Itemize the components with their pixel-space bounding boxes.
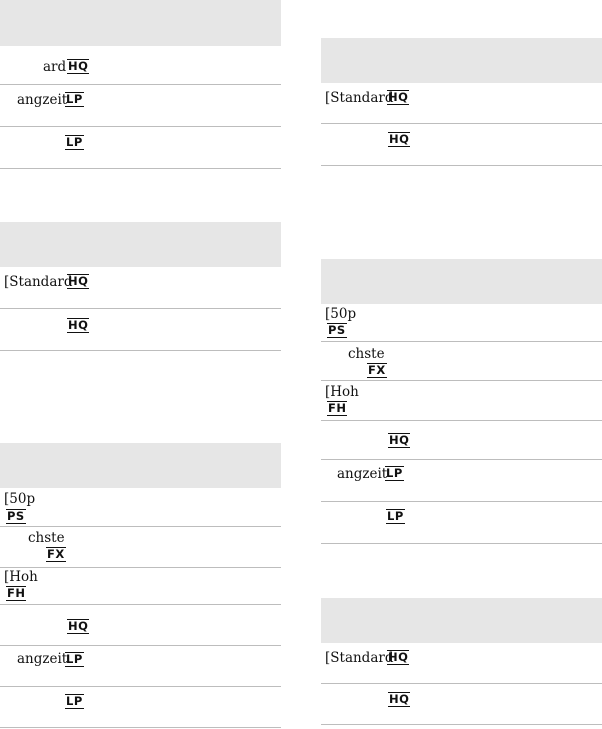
right-table-2 [321,259,602,545]
row-text: [Standard [325,90,394,106]
table-header [321,38,602,83]
left-table-2 [0,222,281,352]
table-row [321,342,602,381]
table-row [0,85,281,127]
quality-badge: FH [328,401,347,415]
quality-badge: FX [368,363,386,377]
table-row [321,421,602,460]
quality-badge: LP [66,135,83,149]
quality-badge: PS [7,509,25,523]
table-row [321,304,602,342]
table-header [321,259,602,304]
table-row [0,646,281,687]
quality-badge: HQ [389,433,410,447]
quality-badge: HQ [68,619,89,633]
quality-badge: LP [66,694,83,708]
table-header [0,443,281,488]
table-row [0,687,281,728]
row-text: [50p [325,306,357,322]
row-text: angzeit [17,92,68,108]
table-row [321,502,602,544]
table-row [0,605,281,646]
row-text: [50p [4,491,36,507]
quality-badge: HQ [68,318,89,332]
table-row [0,568,281,605]
row-text: ard [43,59,67,75]
quality-badge: HQ [68,59,89,73]
table-header [0,0,281,46]
table-row [321,381,602,421]
table-row [321,684,602,725]
row-text: angzeit [337,466,388,482]
right-table-3 [321,598,602,728]
table-row [0,127,281,169]
table-row [321,460,602,502]
quality-badge: LP [386,466,403,480]
left-table-1 [0,0,281,170]
table-row [321,124,602,166]
left-table-3 [0,443,281,729]
table-row [0,488,281,527]
table-row [321,643,602,684]
quality-badge: HQ [68,274,89,288]
quality-badge: HQ [388,650,409,664]
row-text: [Hoh [4,569,38,585]
table-header [0,222,281,267]
table-row [0,46,281,85]
row-text: chste [28,530,65,546]
row-text: [Standard [4,274,73,290]
quality-badge: FH [7,586,26,600]
table-row [0,267,281,309]
table-header [321,598,602,643]
quality-badge: LP [66,652,83,666]
row-text: [Hoh [325,384,359,400]
quality-badge: HQ [388,90,409,104]
quality-badge: LP [387,509,404,523]
row-text: angzeit [17,651,68,667]
quality-badge: FX [47,547,65,561]
row-text: [Standard [325,650,394,666]
quality-badge: HQ [389,692,410,706]
row-text: chste [348,346,385,362]
table-row [321,83,602,124]
quality-badge: HQ [389,132,410,146]
table-row [0,527,281,568]
right-table-1 [321,38,602,168]
quality-badge: PS [328,323,346,337]
quality-badge: LP [66,92,83,106]
table-row [0,309,281,351]
